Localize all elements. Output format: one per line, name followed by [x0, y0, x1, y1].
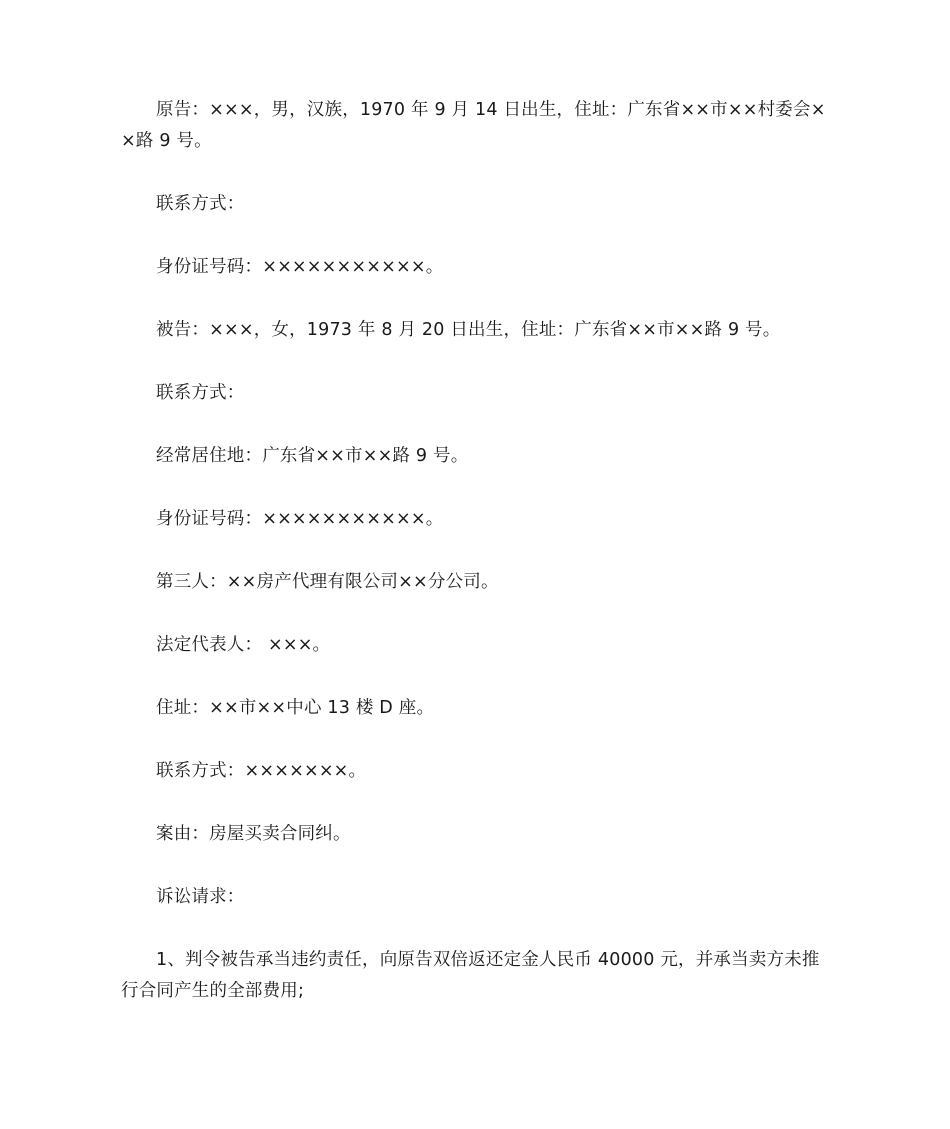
claim-item-1: 1、判令被告承当违约责任，向原告双倍返还定金人民币 40000 元，并承当卖方未推行合同产生的全部费用;	[121, 950, 820, 1001]
defendant-id-number: 身份证号码：×××××××××××。	[156, 509, 444, 529]
third-party-info: 第三人：××房产代理有限公司××分公司。	[156, 572, 499, 592]
defendant-contact: 联系方式：	[156, 383, 245, 403]
third-party-contact: 联系方式：×××××××。	[156, 761, 367, 781]
third-party-address: 住址：××市××中心 13 楼 D 座。	[156, 698, 435, 718]
case-cause: 案由：房屋买卖合同纠。	[156, 824, 351, 844]
plaintiff-contact: 联系方式：	[156, 194, 245, 214]
defendant-residence: 经常居住地：广东省××市××路 9 号。	[156, 446, 469, 466]
legal-representative: 法定代表人： ×××。	[156, 635, 331, 655]
claims-heading: 诉讼请求：	[156, 887, 245, 907]
plaintiff-id-number: 身份证号码：×××××××××××。	[156, 257, 444, 277]
defendant-info: 被告：×××，女，1973 年 8 月 20 日出生，住址：广东省××市××路 9 号。	[156, 320, 781, 340]
plaintiff-info: 原告：×××，男，汉族，1970 年 9 月 14 日出生，住址：广东省××市××村委会××路 9 号。	[121, 100, 826, 151]
document-body	[121, 95, 833, 1039]
